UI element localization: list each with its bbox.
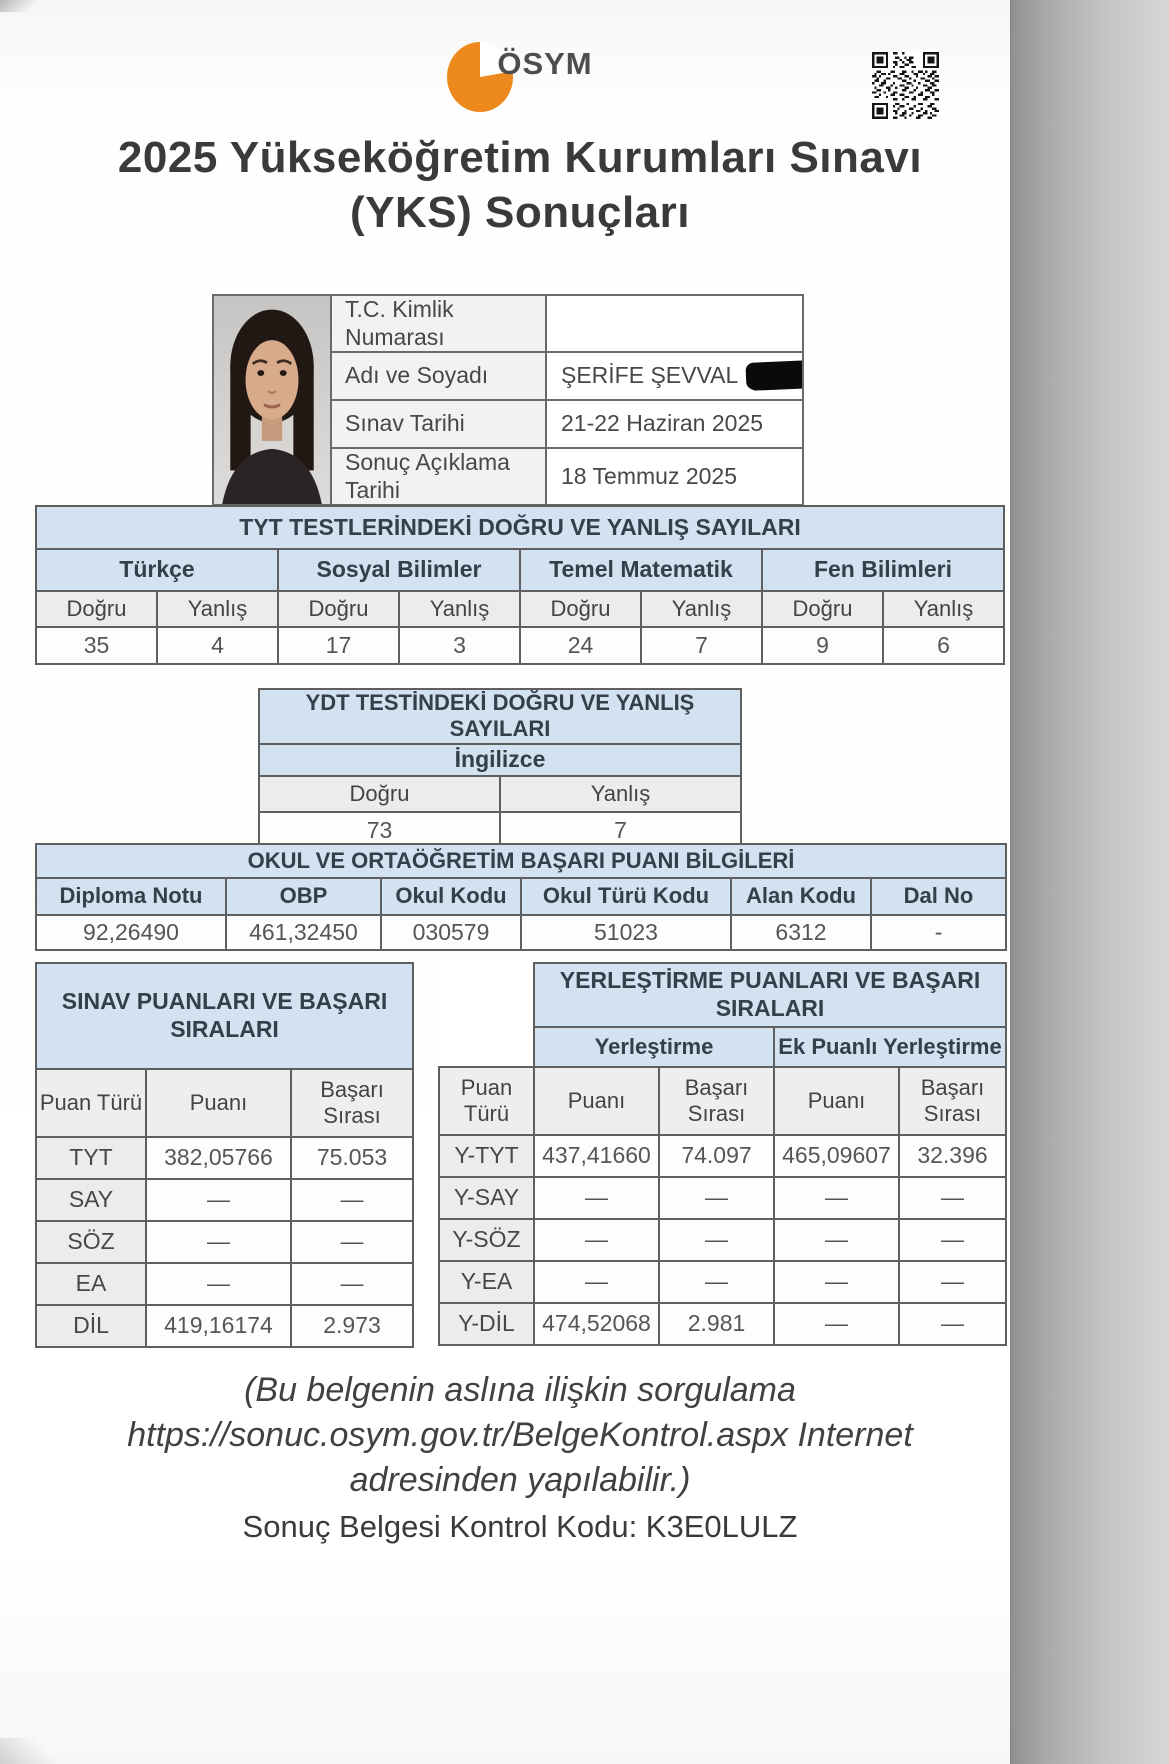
page-title [35,130,1005,240]
school-table-title: OKUL VE ORTAÖĞRETİM BAŞARI PUANI BİLGİLERİ [36,844,1006,878]
page-title-line1: 2025 Yükseköğretim Kurumları Sınavı [117,133,923,182]
y-say-bonus-rank: — [899,1177,1006,1219]
y-say-bonus-score: — [774,1177,899,1219]
say-score: — [146,1179,291,1221]
corner-shade [0,1738,60,1764]
school-score-table [35,843,1007,951]
y-say-rank: — [659,1177,774,1219]
rank-header: Başarı Sırası [899,1067,1006,1135]
obp-header: OBP [226,878,381,915]
dal-no-header: Dal No [871,878,1006,915]
y-say-score: — [534,1177,659,1219]
y-soz-bonus-score: — [774,1219,899,1261]
diploma-notu-header: Diploma Notu [36,878,226,915]
tyt-table-title: TYT TESTLERİNDEKİ DOĞRU VE YANLIŞ SAYILARI [36,506,1004,549]
tyt-score: 382,05766 [146,1137,291,1179]
okul-turu-kodu-value: 51023 [521,915,731,950]
tyt-turkce-wrong: 4 [157,627,278,664]
dil-score: 419,16174 [146,1305,291,1347]
identity-label: Sınav Tarihi [331,400,546,448]
ydt-table-title: YDT TESTİNDEKİ DOĞRU VE YANLIŞ SAYILARI [259,689,741,744]
wrong-header: Yanlış [641,591,762,627]
exam-scores-title: SINAV PUANLARI VE BAŞARI SIRALARI [36,963,413,1069]
score-header: Puanı [146,1069,291,1137]
rank-header: Başarı Sırası [291,1069,413,1137]
tyt-fen-wrong: 6 [883,627,1004,664]
row-type: Y-SÖZ [439,1219,534,1261]
wrong-header: Yanlış [399,591,520,627]
y-soz-score: — [534,1219,659,1261]
identity-value-name [546,352,803,400]
identity-label: Adı ve Soyadı [331,352,546,400]
correct-header: Doğru [520,591,641,627]
row-type: SÖZ [36,1221,146,1263]
placement-scores-table [438,962,1007,1346]
score-header: Puanı [534,1067,659,1135]
qr-code-icon [872,52,939,119]
ea-score: — [146,1263,291,1305]
row-type: TYT [36,1137,146,1179]
dal-no-value: - [871,915,1006,950]
osym-logo [35,42,1005,112]
y-tyt-bonus-score: 465,09607 [774,1135,899,1177]
wrong-header: Yanlış [500,776,741,812]
y-ea-bonus-score: — [774,1261,899,1303]
candidate-name: ŞERİFE ŞEVVAL [561,361,739,388]
okul-turu-kodu-header: Okul Türü Kodu [521,878,731,915]
osym-logo-label: ÖSYM [497,46,593,81]
y-dil-bonus-score: — [774,1303,899,1345]
verification-footer [35,1368,1005,1551]
placement-blank-corner [439,963,534,1067]
row-type: Y-EA [439,1261,534,1303]
score-type-header: Puan Türü [36,1069,146,1137]
placement-group-header: Yerleştirme [534,1027,774,1067]
row-type: SAY [36,1179,146,1221]
page-title-line2: (YKS) Sonuçları [350,188,690,237]
okul-kodu-header: Okul Kodu [381,878,521,915]
ydt-correct: 73 [259,812,500,850]
row-type: Y-TYT [439,1135,534,1177]
redaction-scribble [746,359,803,390]
identity-table [212,294,804,506]
soz-score: — [146,1221,291,1263]
identity-value-announce-date: 18 Temmuz 2025 [546,448,803,505]
identity-value-exam-date: 21-22 Haziran 2025 [546,400,803,448]
correct-header: Doğru [762,591,883,627]
row-type: EA [36,1263,146,1305]
tyt-sosyal-correct: 17 [278,627,399,664]
tyt-matematik-wrong: 7 [641,627,762,664]
exam-scores-table [35,962,414,1348]
wrong-header: Yanlış [157,591,278,627]
tyt-section-matematik: Temel Matematik [520,549,762,591]
rank-header: Başarı Sırası [659,1067,774,1135]
y-dil-score: 474,52068 [534,1303,659,1345]
alan-kodu-value: 6312 [731,915,871,950]
diploma-notu-value: 92,26490 [36,915,226,950]
correct-header: Doğru [278,591,399,627]
say-rank: — [291,1179,413,1221]
corner-shade [0,0,46,12]
verification-url: https://sonuc.osym.gov.tr/BelgeKontrol.aspx Internet [127,1416,913,1454]
tyt-section-sosyal: Sosyal Bilimler [278,549,520,591]
y-tyt-score: 437,41660 [534,1135,659,1177]
identity-label: T.C. Kimlik Numarası [331,295,546,352]
row-type: Y-SAY [439,1177,534,1219]
obp-value: 461,32450 [226,915,381,950]
y-dil-bonus-rank: — [899,1303,1006,1345]
tyt-fen-correct: 9 [762,627,883,664]
ydt-results-table [258,688,742,851]
tyt-section-turkce: Türkçe [36,549,278,591]
dil-rank: 2.973 [291,1305,413,1347]
identity-label: Sonuç Açıklama Tarihi [331,448,546,505]
verification-text-line3: adresinden yapılabilir.) [349,1461,691,1499]
y-ea-rank: — [659,1261,774,1303]
correct-header: Doğru [259,776,500,812]
tyt-section-fen: Fen Bilimleri [762,549,1004,591]
y-soz-rank: — [659,1219,774,1261]
wrong-header: Yanlış [883,591,1004,627]
y-tyt-bonus-rank: 32.396 [899,1135,1006,1177]
correct-header: Doğru [36,591,157,627]
soz-rank: — [291,1221,413,1263]
y-ea-bonus-rank: — [899,1261,1006,1303]
verification-text-line1: (Bu belgenin aslına ilişkin sorgulama [244,1371,796,1409]
row-type: Y-DİL [439,1303,534,1345]
row-type: DİL [36,1305,146,1347]
score-header: Puanı [774,1067,899,1135]
identity-value-tc [546,295,803,352]
y-soz-bonus-rank: — [899,1219,1006,1261]
ydt-wrong: 7 [500,812,741,850]
tyt-sosyal-wrong: 3 [399,627,520,664]
y-dil-rank: 2.981 [659,1303,774,1345]
ea-rank: — [291,1263,413,1305]
placement-scores-title: YERLEŞTİRME PUANLARI VE BAŞARI SIRALARI [534,963,1006,1027]
y-ea-score: — [534,1261,659,1303]
candidate-photo [213,295,331,505]
tyt-results-table [35,505,1005,665]
score-type-header: Puan Türü [439,1067,534,1135]
tyt-matematik-correct: 24 [520,627,641,664]
y-tyt-rank: 74.097 [659,1135,774,1177]
bonus-placement-group-header: Ek Puanlı Yerleştirme [774,1027,1006,1067]
ydt-language: İngilizce [259,744,741,776]
alan-kodu-header: Alan Kodu [731,878,871,915]
control-code: Sonuç Belgesi Kontrol Kodu: K3E0LULZ [242,1509,798,1544]
okul-kodu-value: 030579 [381,915,521,950]
tyt-rank: 75.053 [291,1137,413,1179]
photo-background-band [1010,0,1169,1764]
tyt-turkce-correct: 35 [36,627,157,664]
